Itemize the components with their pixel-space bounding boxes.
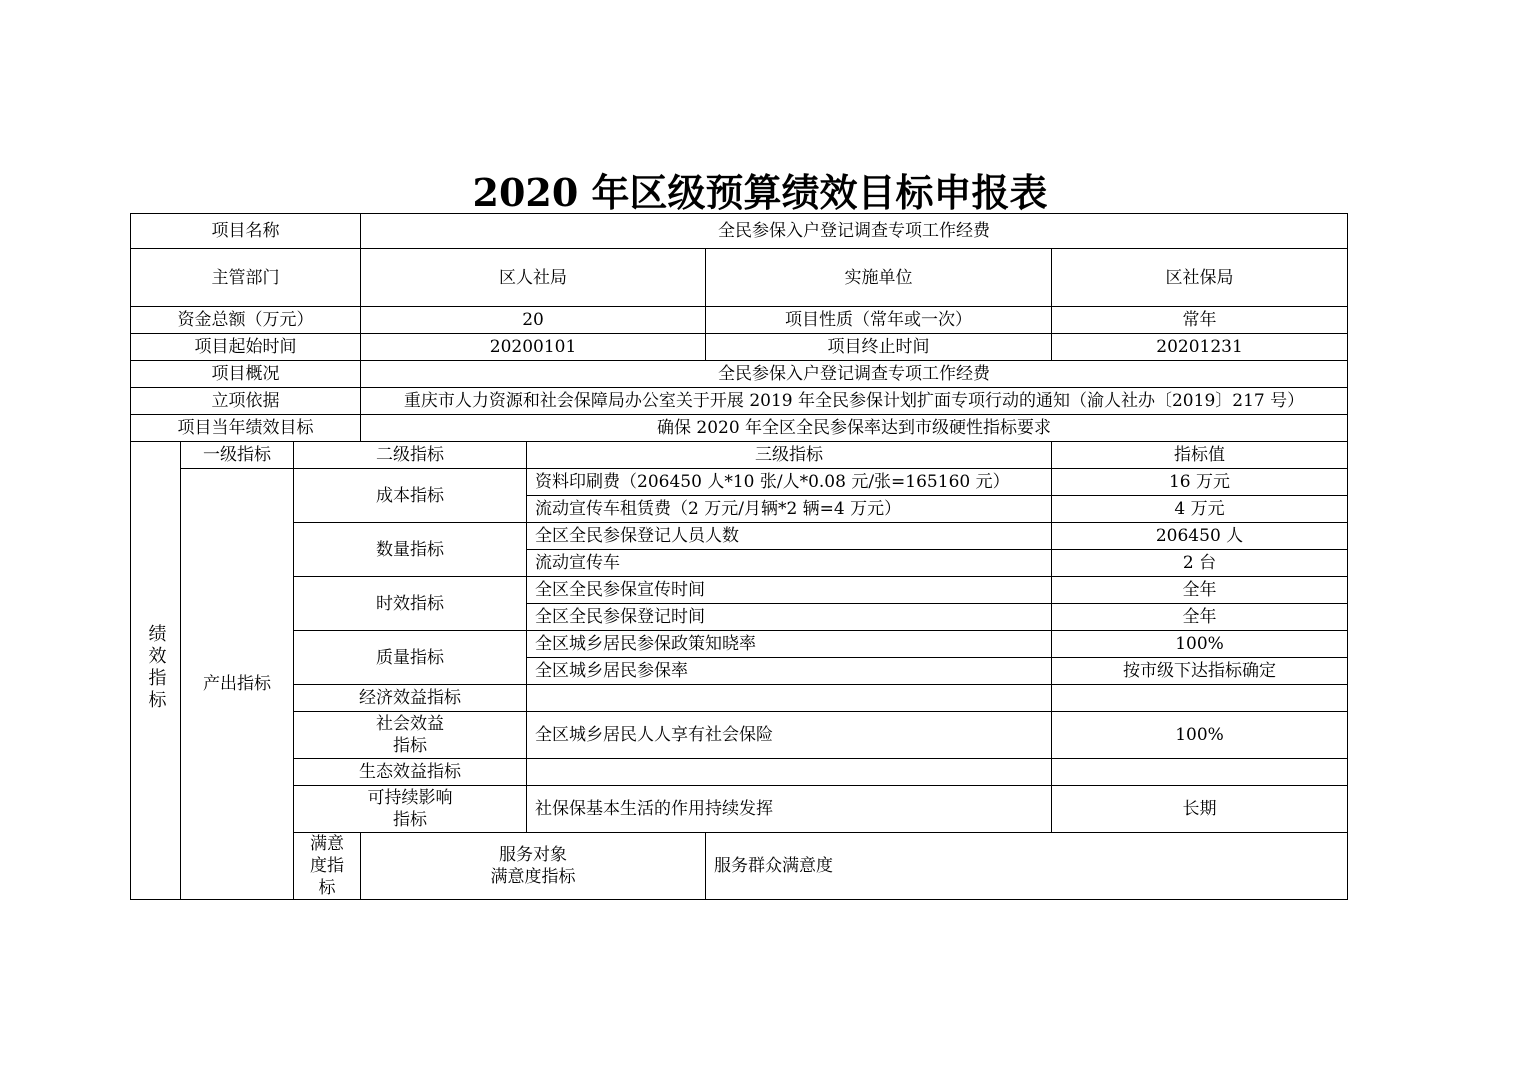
cost-indicator-label: 成本指标 — [294, 469, 527, 523]
table-row — [131, 469, 1348, 496]
goal-label: 项目当年绩效目标 — [131, 415, 361, 442]
sustain-value: 长期 — [1052, 786, 1348, 833]
economic-indicator-label: 经济效益指标 — [294, 685, 527, 712]
economic-desc — [527, 685, 1052, 712]
header-l1: 一级指标 — [181, 442, 294, 469]
row-project-name — [131, 214, 1348, 249]
quantity-r1-desc: 全区全民参保登记人员人数 — [527, 523, 1052, 550]
quantity-r2-value: 2 台 — [1052, 550, 1348, 577]
basis-label: 立项依据 — [131, 388, 361, 415]
time-indicator-label: 时效指标 — [294, 577, 527, 631]
quantity-r2-desc: 流动宣传车 — [527, 550, 1052, 577]
ecological-desc — [527, 759, 1052, 786]
time-r2-desc: 全区全民参保登记时间 — [527, 604, 1052, 631]
start-label: 项目起始时间 — [131, 334, 361, 361]
quality-r2-desc: 全区城乡居民参保率 — [527, 658, 1052, 685]
overview-label: 项目概况 — [131, 361, 361, 388]
ecological-value — [1052, 759, 1348, 786]
time-r1-value: 全年 — [1052, 577, 1348, 604]
cost-r1-value: 16 万元 — [1052, 469, 1348, 496]
sustain-label-line1: 可持续影响 — [367, 788, 453, 808]
quality-r2-value: 按市级下达指标确定 — [1052, 658, 1348, 685]
time-r1-desc: 全区全民参保宣传时间 — [527, 577, 1052, 604]
row-indicator-header — [131, 442, 1348, 469]
table-row — [131, 523, 1348, 550]
sustain-indicator-label — [294, 786, 527, 833]
cost-r2-value: 4 万元 — [1052, 496, 1348, 523]
social-indicator-label — [294, 712, 527, 759]
economic-value — [1052, 685, 1348, 712]
dept-value: 区人社局 — [361, 249, 706, 307]
row-dept — [131, 249, 1348, 307]
cost-r2-desc: 流动宣传车租赁费（2 万元/月辆*2 辆=4 万元） — [527, 496, 1052, 523]
sustain-label-line2: 指标 — [393, 810, 427, 830]
satisfaction-label-line1: 服务对象 — [499, 845, 568, 865]
ecological-indicator-label: 生态效益指标 — [294, 759, 527, 786]
social-label-line1: 社会效益 — [376, 714, 444, 734]
satisfaction-desc: 服务群众满意度 — [706, 833, 1348, 900]
table-row — [131, 712, 1348, 759]
time-r2-value: 全年 — [1052, 604, 1348, 631]
cost-r1-desc: 资料印刷费（206450 人*10 张/人*0.08 元/张=165160 元） — [527, 469, 1052, 496]
table-row — [131, 833, 1348, 900]
quantity-indicator-label: 数量指标 — [294, 523, 527, 577]
table-row — [131, 631, 1348, 658]
satisfaction-l1-label: 满意度指标 — [294, 833, 361, 900]
indicator-group-label — [131, 442, 181, 900]
quality-r1-desc: 全区城乡居民参保政策知晓率 — [527, 631, 1052, 658]
table-row — [131, 786, 1348, 833]
funds-value: 20 — [361, 307, 706, 334]
start-value: 20200101 — [361, 334, 706, 361]
performance-form-table — [130, 213, 1348, 900]
unit-label: 实施单位 — [706, 249, 1052, 307]
row-funds — [131, 307, 1348, 334]
row-goal — [131, 415, 1348, 442]
sustain-desc: 社保保基本生活的作用持续发挥 — [527, 786, 1052, 833]
row-overview — [131, 361, 1348, 388]
project-name-label: 项目名称 — [131, 214, 361, 249]
nature-label: 项目性质（常年或一次） — [706, 307, 1052, 334]
header-l2: 二级指标 — [294, 442, 527, 469]
end-label: 项目终止时间 — [706, 334, 1052, 361]
output-indicator-label: 产出指标 — [181, 469, 294, 900]
project-name-value: 全民参保入户登记调查专项工作经费 — [361, 214, 1348, 249]
satisfaction-indicator-label — [361, 833, 706, 900]
indicator-group-text: 绩效指标 — [145, 623, 167, 712]
quantity-r1-value: 206450 人 — [1052, 523, 1348, 550]
nature-value: 常年 — [1052, 307, 1348, 334]
overview-value: 全民参保入户登记调查专项工作经费 — [361, 361, 1348, 388]
quality-indicator-label: 质量指标 — [294, 631, 527, 685]
unit-value: 区社保局 — [1052, 249, 1348, 307]
table-row — [131, 577, 1348, 604]
row-basis — [131, 388, 1348, 415]
social-value: 100% — [1052, 712, 1348, 759]
funds-label: 资金总额（万元） — [131, 307, 361, 334]
satisfaction-label-line2: 满意度指标 — [490, 867, 576, 887]
basis-value: 重庆市人力资源和社会保障局办公室关于开展 2019 年全民参保计划扩面专项行动的通知（渝人社办〔2019〕217 号） — [361, 388, 1348, 415]
dept-label: 主管部门 — [131, 249, 361, 307]
header-value: 指标值 — [1052, 442, 1348, 469]
goal-value: 确保 2020 年全区全民参保率达到市级硬性指标要求 — [361, 415, 1348, 442]
social-label-line2: 指标 — [393, 736, 427, 756]
end-value: 20201231 — [1052, 334, 1348, 361]
quality-r1-value: 100% — [1052, 631, 1348, 658]
table-row — [131, 685, 1348, 712]
social-desc: 全区城乡居民人人享有社会保险 — [527, 712, 1052, 759]
row-dates — [131, 334, 1348, 361]
header-l3: 三级指标 — [527, 442, 1052, 469]
page-title: 2020 年区级预算绩效目标申报表 — [472, 170, 1048, 215]
table-row — [131, 759, 1348, 786]
